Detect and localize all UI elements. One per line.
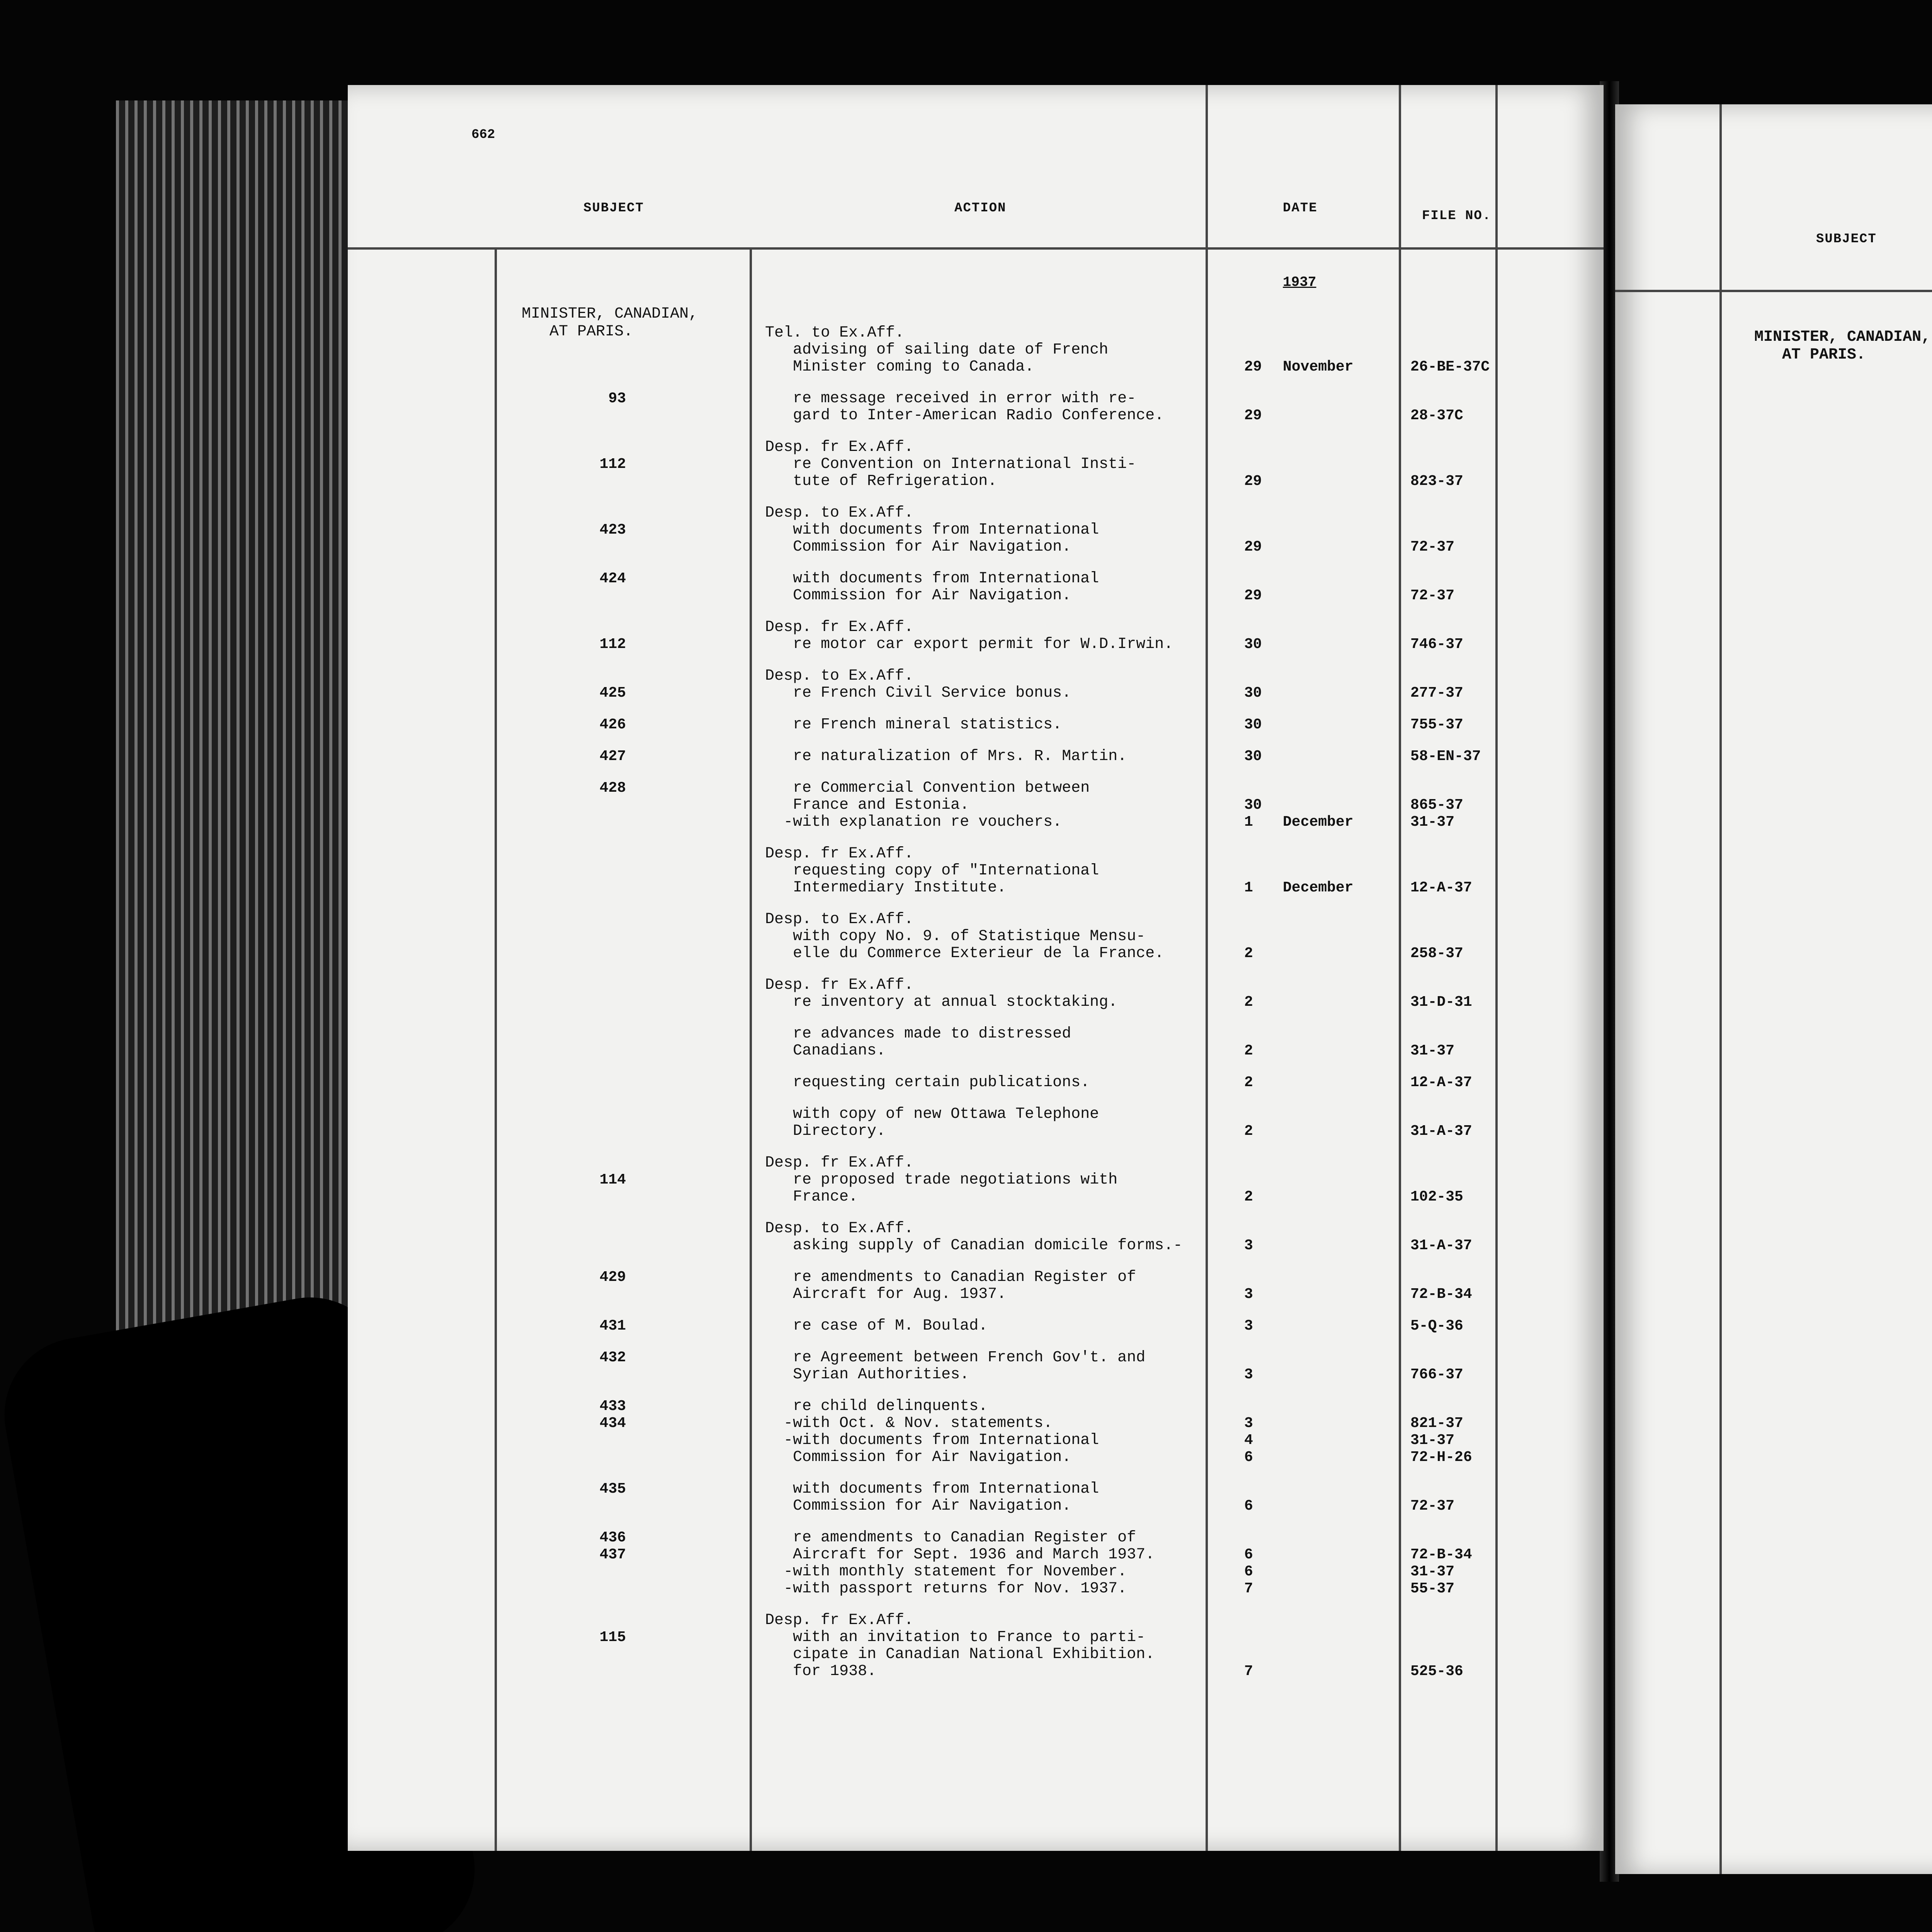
entry-file-no: 865-37 31-37 [1410,797,1463,830]
entry-number: 424 [599,570,626,587]
column-rule [495,247,497,1851]
entry-number [1909,1376,1932,1393]
entry-day: 29 [1244,359,1262,375]
entry-number [1909,637,1932,654]
entry-action [765,780,1090,831]
entry-line: re naturalization of Mrs. R. Martin. [765,748,1127,765]
entry-line: Desp. fr Ex.Aff. [765,1612,914,1629]
entry-number [1909,1130,1932,1147]
entry-line: tute of Refrigeration. [765,473,997,490]
entry-line: for 1938. [765,1663,877,1680]
entry-number [1909,679,1932,696]
entry-day: 30 [1244,685,1262,701]
entry-line: with documents from International [765,521,1099,539]
entry-number: 432 [599,1349,626,1366]
entry-file-no: 72-B-34 31-37 55-37 [1410,1546,1472,1597]
entry-number: 431 [599,1318,626,1334]
entry-action [765,1106,1099,1140]
entry-action [765,1318,988,1335]
date-header: DATE [1283,201,1318,216]
entry-file-no: 72-B-34 [1410,1286,1472,1303]
file-no-header: FILE NO. [1422,209,1492,223]
entry-line: re advances made to distressed [765,1025,1071,1043]
entry-line: Minister coming to Canada. [765,358,1034,376]
entry-file-no: 26-BE-37C [1410,359,1490,375]
entry-file-no: 31-A-37 [1410,1123,1472,1139]
entry-line: Tel. to Ex.Aff. [765,324,905,342]
entry-file-no: 31-D-31 [1410,994,1472,1010]
entry-file-no: 31-37 [1410,1043,1455,1059]
entry-day: 2 [1244,1123,1253,1139]
entry-day: 2 [1244,1074,1253,1091]
entry-day: 3 [1244,1366,1253,1383]
entry-line: asking supply of Canadian domicile forms.- [765,1237,1183,1254]
entry-line: -with documents from International [765,1432,1099,1449]
entry-line: Desp. to Ex.Aff. [765,911,914,928]
entry-line: Desp. fr Ex.Aff. [765,845,914,862]
entry-day: 3 [1244,1286,1253,1303]
entry-line: re motor car export permit for W.D.Irwin. [765,636,1173,653]
entry-line: re amendments to Canadian Register of [765,1529,1136,1546]
entry-line: re message received in error with re- [765,390,1136,407]
entry-line: France and Estonia. [765,796,969,814]
entry-action [765,1481,1099,1515]
entry-line: Desp. to Ex.Aff. [765,667,914,685]
entry-number [1909,365,1932,382]
entry-day: 6 [1244,1498,1253,1514]
entry-line: Commission for Air Navigation. [765,538,1071,556]
entry-file-no: 12-A-37 [1410,1074,1472,1091]
entry-file-no: 72-37 [1410,587,1455,604]
entry-file-no: 258-37 [1410,945,1463,962]
entry-day: 29 [1244,407,1262,424]
entry-line: requesting copy of "International [765,862,1099,879]
entry-line: France. [765,1188,858,1206]
entry-line: re child delinquents. [765,1398,988,1415]
entry-line: -with passport returns for Nov. 1937. [765,1580,1127,1597]
entry-action [765,845,1099,896]
entry-action [765,390,1164,424]
entry-day: 2 [1244,994,1253,1010]
entry-file-no: 28-37C [1410,407,1463,424]
entry-number: 112 [599,456,626,473]
entry-line: with documents from International [765,570,1099,587]
entry-file-no: 102-35 [1410,1189,1463,1205]
subject-title: MINISTER, CANADIAN, AT PARIS. [1754,328,1931,364]
entry-line: Commission for Air Navigation. [765,587,1071,604]
entry-day: 29 [1244,473,1262,490]
entry-month: November [1283,359,1354,375]
entry-number [1909,1334,1932,1351]
entry-line: elle du Commerce Exterieur de la France. [765,945,1164,962]
entry-action [765,619,1173,653]
entry-number: 426 [599,716,626,733]
entry-line: re amendments to Canadian Register of [765,1269,1136,1286]
entry-action [765,1220,1182,1254]
entry-day: 2 [1244,1043,1253,1059]
entry-number [1909,858,1932,875]
entry-number [1909,1232,1932,1249]
subject-header: SUBJECT [1816,232,1877,247]
entry-line: re Agreement between French Gov't. and [765,1349,1146,1366]
entry-day: 6 6 7 [1244,1546,1253,1597]
entry-line: with copy No. 9. of Statistique Mensu- [765,928,1146,945]
entry-line: re inventory at annual stocktaking. [765,993,1118,1011]
entry-day: 1 [1244,879,1253,896]
entry-day: 29 [1244,587,1262,604]
column-rule [1206,85,1208,1851]
entry-file-no: 823-37 [1410,473,1463,490]
entry-action [765,570,1099,604]
entry-action [765,1529,1155,1597]
entry-line: requesting certain publications. [765,1074,1090,1091]
entry-line: Canadians. [765,1042,886,1060]
entry-day: 2 [1244,1189,1253,1205]
entry-month: December [1283,814,1354,830]
entry-action [765,505,1099,556]
entry-line: Commission for Air Navigation. [765,1497,1071,1515]
entry-action [765,668,1071,702]
entry-action [765,1349,1145,1383]
entry-day: 3 [1244,1318,1253,1334]
column-rule [750,247,752,1851]
entry-day: 7 [1244,1663,1253,1680]
entry-action [765,1026,1071,1060]
entry-line: Desp. fr Ex.Aff. [765,1154,914,1172]
entry-file-no: 72-37 [1410,1498,1455,1514]
year-label: 1937 [1283,274,1316,290]
entry-file-no: 5-Q-36 [1410,1318,1463,1334]
page-number: 662 [471,128,495,142]
entry-line: Desp. to Ex.Aff. [765,1220,914,1237]
entry-action [765,748,1127,765]
entry-number: 425 [599,685,626,701]
action-header: ACTION [954,201,1007,216]
entry-line: Commission for Air Navigation. [765,1449,1071,1466]
column-rule [1719,104,1722,1874]
entry-line: -with Oct. & Nov. statements. [765,1415,1053,1432]
entry-action [765,1269,1136,1303]
entry-line: Desp. fr Ex.Aff. [765,976,914,994]
entry-number [1909,977,1932,1028]
entry-day: 3 [1244,1237,1253,1254]
entry-line: with documents from International [765,1480,1099,1498]
entry-line: re proposed trade negotiations with [765,1171,1118,1189]
entry-day: 30 1 [1244,797,1262,830]
entry-number: 427 [599,748,626,765]
entry-line: Desp. fr Ex.Aff. [765,619,914,636]
column-rule [1399,85,1401,1851]
entry-line: with copy of new Ottawa Telephone [765,1105,1099,1123]
entry-line: Intermediary Institute. [765,879,1007,896]
entry-file-no: 12-A-37 [1410,879,1472,896]
entry-line: re case of M. Boulad. [765,1317,988,1335]
entry-action [765,439,1136,490]
entry-line: Aircraft for Sept. 1936 and March 1937. [765,1546,1155,1563]
entry-number: 114 [599,1172,626,1188]
entry-line: Desp. fr Ex.Aff. [765,439,914,456]
entry-file-no: 31-A-37 [1410,1237,1472,1254]
entry-number [1909,790,1932,807]
entry-day: 3 4 6 [1244,1415,1253,1466]
entry-line: gard to Inter-American Radio Conference. [765,407,1164,424]
entry-day: 30 [1244,636,1262,653]
entry-action [765,1398,1099,1466]
entry-number: 112 [599,636,626,653]
header-rule [348,247,1604,250]
entry-number: 433 434 [599,1398,626,1432]
entry-file-no: 746-37 [1410,636,1463,653]
entry-number: 423 [599,522,626,538]
entry-line: Directory. [765,1122,886,1140]
entry-line: advising of sailing date of French [765,341,1109,359]
entry-number [1909,1419,1932,1436]
entry-line: -with explanation re vouchers. [765,813,1062,831]
entry-action [765,1612,1155,1680]
entry-number [1909,934,1932,951]
left-ledger-page [348,85,1604,1851]
entry-line: with an invitation to France to parti- [765,1629,1146,1646]
subject-title: MINISTER, CANADIAN, AT PARIS. [522,305,698,340]
entry-action [765,325,1108,376]
entry-file-no: 277-37 [1410,685,1463,701]
entry-action [765,1155,1117,1206]
entry-line: Desp. to Ex.Aff. [765,504,914,522]
right-ledger-page [1615,104,1932,1874]
entry-number [1909,764,1932,781]
entry-number [1909,467,1932,484]
subject-header: SUBJECT [583,201,644,216]
entry-file-no: 755-37 [1410,716,1463,733]
entry-action [765,1074,1090,1091]
entry-line: re French mineral statistics. [765,716,1062,733]
entry-number: 93 [608,390,626,407]
entry-file-no: 58-EN-37 [1410,748,1481,765]
entry-day: 30 [1244,748,1262,765]
column-rule [1495,85,1498,1851]
entry-day: 30 [1244,716,1262,733]
entry-line: cipate in Canadian National Exhibition. [765,1646,1155,1663]
entry-line: re Convention on International Insti- [765,456,1136,473]
entry-number [1909,1291,1932,1308]
entry-day: 2 [1244,945,1253,962]
entry-file-no: 766-37 [1410,1366,1463,1383]
entry-month: December [1283,879,1354,896]
entry-number: 429 [599,1269,626,1286]
entry-line: -with monthly statement for November. [765,1563,1127,1580]
entry-number: 436 437 [599,1529,626,1563]
entry-day: 29 [1244,539,1262,555]
entry-line: Aircraft for Aug. 1937. [765,1286,1007,1303]
entry-line: re French Civil Service bonus. [765,684,1071,702]
entry-line: re Commercial Convention between [765,779,1090,797]
entry-number: 115 [599,1629,626,1646]
entry-action [765,911,1164,962]
entry-file-no: 525-36 [1410,1663,1463,1680]
entry-number [1909,594,1932,611]
entry-number [1909,1189,1932,1206]
entry-line: Syrian Authorities. [765,1366,969,1383]
entry-file-no: 821-37 31-37 72-H-26 [1410,1415,1472,1466]
entry-number: 428 [599,780,626,796]
entry-action [765,977,1117,1011]
entry-number: 435 [599,1481,626,1497]
entry-action [765,716,1062,733]
header-rule [1615,290,1932,292]
entry-file-no: 72-37 [1410,539,1455,555]
entry-number [1909,832,1932,849]
entry-number [1909,722,1932,739]
